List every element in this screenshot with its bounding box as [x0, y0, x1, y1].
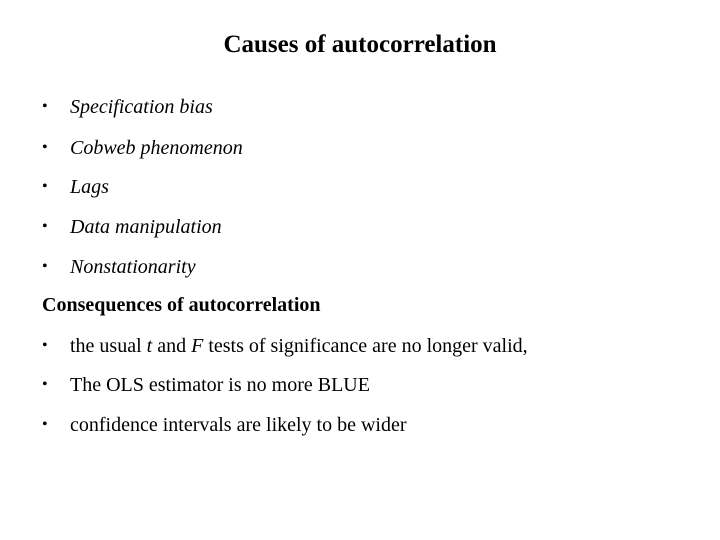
consequence-text — [70, 333, 528, 359]
bullet-icon: • — [42, 416, 48, 433]
bullet-icon: • — [42, 258, 48, 275]
bullet-icon: • — [42, 218, 48, 235]
bullet-icon: • — [42, 139, 48, 156]
bullet-icon: • — [42, 98, 48, 115]
f-statistic-label: F — [191, 335, 204, 357]
bullet-icon: • — [42, 376, 48, 393]
bullet-icon: • — [42, 178, 48, 195]
consequence-text: The OLS estimator is no more BLUE — [70, 374, 370, 396]
cause-text: Cobweb phenomenon — [70, 137, 243, 159]
consequence-text: confidence intervals are likely to be wider — [70, 414, 407, 436]
consequences-heading: Consequences of autocorrelation — [42, 294, 321, 316]
t-statistic-label: t — [146, 335, 153, 357]
text-fragment: and — [152, 335, 192, 357]
cause-text: Data manipulation — [70, 216, 222, 238]
cause-text: Specification bias — [70, 96, 213, 118]
cause-text: Nonstationarity — [70, 256, 196, 278]
text-fragment: tests of significance are no longer valid, — [203, 335, 528, 357]
text-fragment: the usual — [70, 335, 147, 357]
bullet-icon: • — [42, 337, 48, 354]
cause-text: Lags — [70, 176, 109, 198]
slide-title: Causes of autocorrelation — [223, 31, 497, 58]
